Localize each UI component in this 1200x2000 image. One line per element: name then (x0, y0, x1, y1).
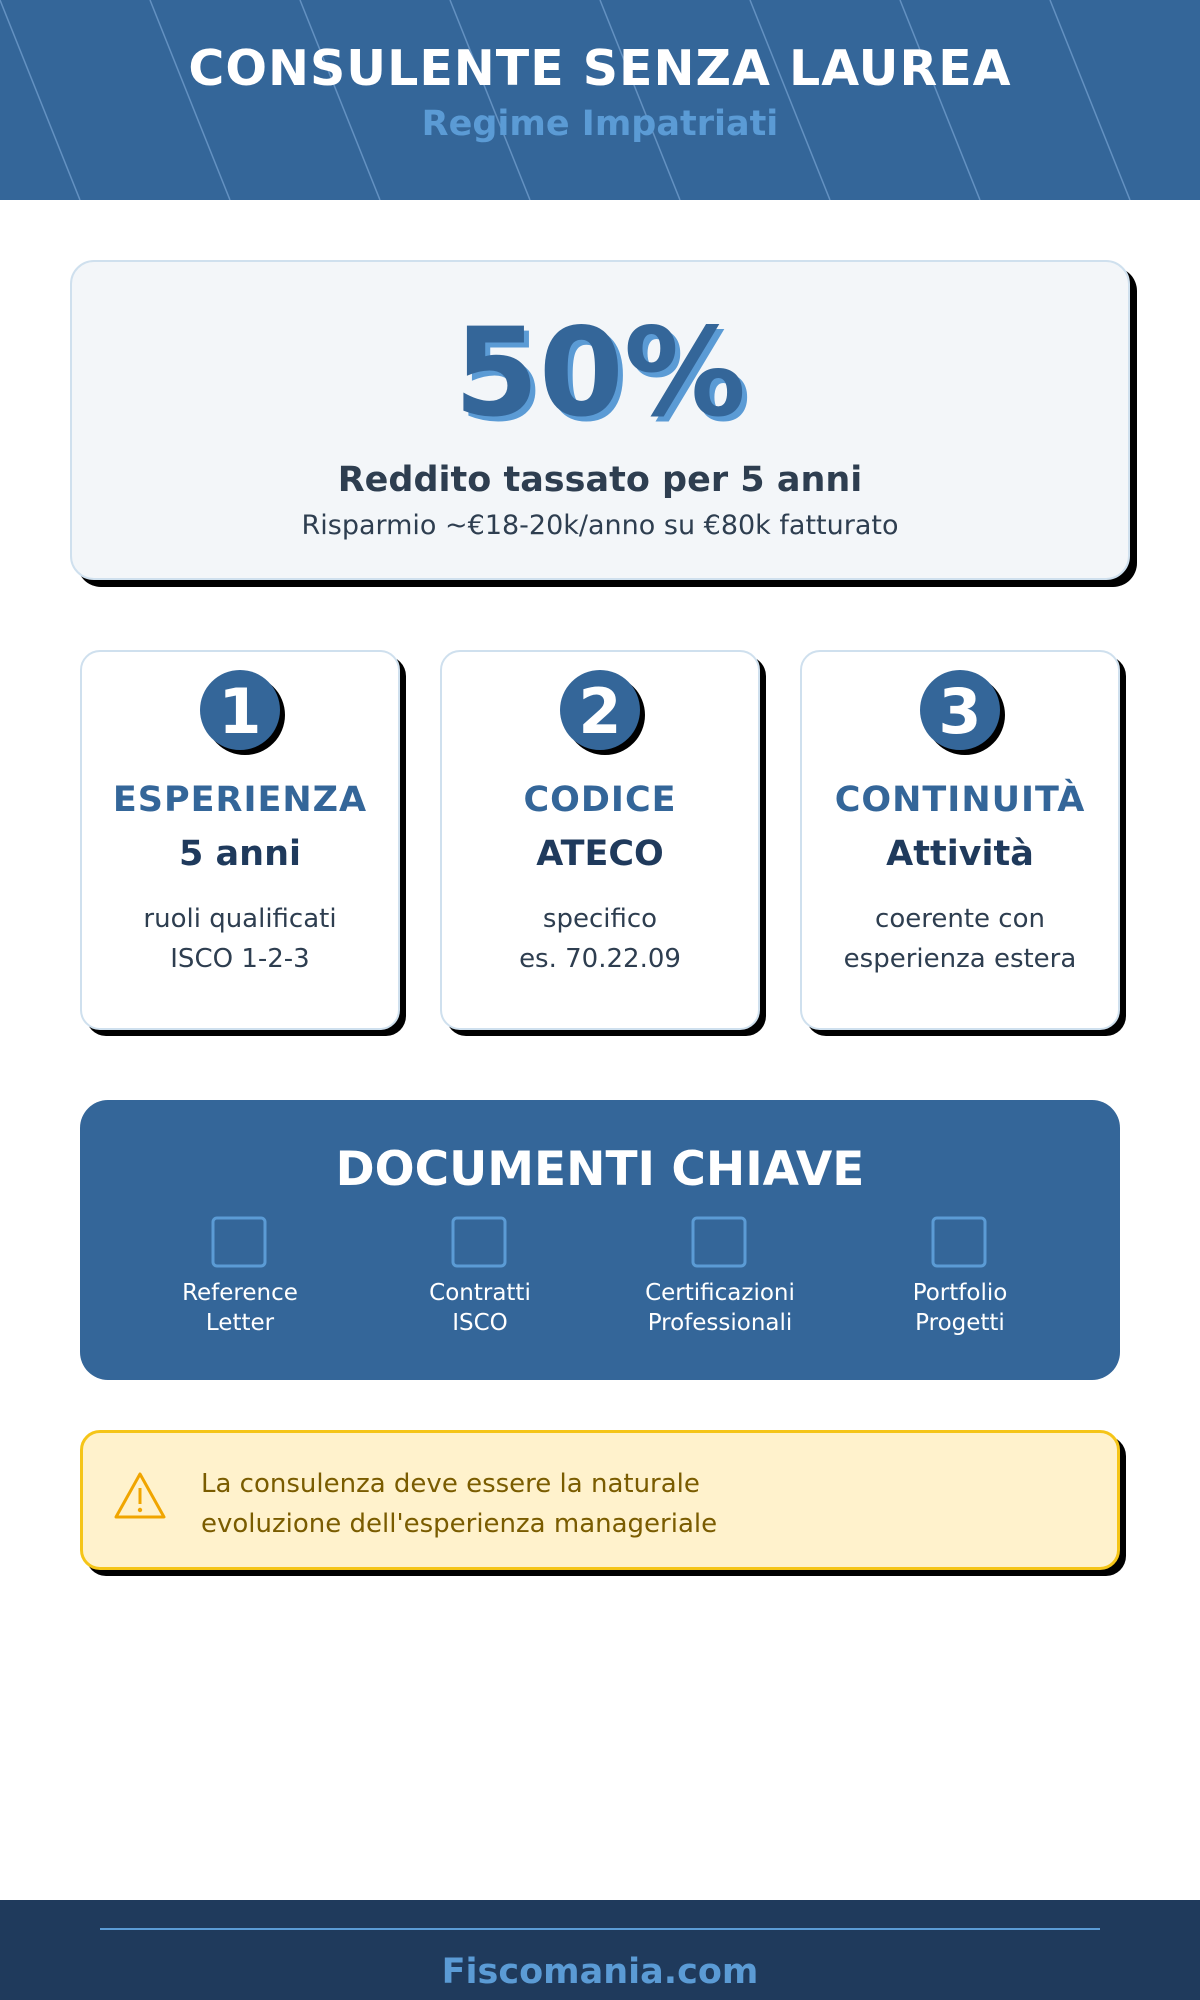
warning-icon (113, 1471, 167, 1521)
card-value: Attività (886, 834, 1034, 874)
document-icon (690, 1215, 748, 1269)
document-label-line1: Reference (182, 1280, 298, 1306)
document-icon (930, 1215, 988, 1269)
card-desc-line2: es. 70.22.09 (519, 944, 681, 974)
key-documents-panel (80, 1100, 1120, 1380)
document-icon (210, 1215, 268, 1269)
card-value: 5 anni (179, 834, 301, 874)
card-label: CONTINUITÀ (834, 780, 1086, 820)
document-item-certificazioni (610, 1215, 830, 1345)
requirement-card-continuita (800, 650, 1120, 1030)
document-label-line2: Letter (205, 1310, 275, 1336)
hero-percent: 50% (453, 302, 746, 444)
card-desc-line1: specifico (542, 904, 658, 934)
document-label-line2: Professionali (647, 1310, 793, 1336)
document-label-line2: Progetti (915, 1310, 1005, 1336)
footer-divider (100, 1928, 1100, 1930)
hero-card (70, 260, 1130, 580)
card-desc-line2: esperienza estera (843, 944, 1077, 974)
hero-subline: Risparmio ~€18-20k/anno su €80k fatturato (301, 510, 899, 541)
warning-text-line1: La consulenza deve essere la naturale (201, 1469, 700, 1499)
card-desc-line2: ISCO 1-2-3 (170, 944, 310, 974)
step-number-badge: 2 (560, 670, 640, 750)
step-number-badge: 1 (200, 670, 280, 750)
warning-box (80, 1430, 1120, 1570)
card-desc-line1: ruoli qualificati (143, 904, 337, 934)
document-icon (450, 1215, 508, 1269)
header-stripes (0, 0, 1200, 200)
card-desc-line1: coerente con (875, 904, 1045, 934)
requirement-card-esperienza (80, 650, 400, 1030)
document-label-line1: Certificazioni (645, 1280, 795, 1306)
card-label: CODICE (523, 780, 677, 820)
document-label-line2: ISCO (452, 1310, 508, 1336)
requirement-card-codice (440, 650, 760, 1030)
header (0, 0, 1200, 200)
page-subtitle: Regime Impatriati (421, 104, 779, 144)
footer (0, 1900, 1200, 2000)
document-item-contratti (370, 1215, 590, 1345)
document-label-line1: Portfolio (912, 1280, 1008, 1306)
card-label: ESPERIENZA (112, 780, 368, 820)
step-number-badge: 3 (920, 670, 1000, 750)
warning-text-line2: evoluzione dell'esperienza manageriale (201, 1509, 718, 1539)
document-item-reference-letter (130, 1215, 350, 1345)
footer-brand: Fiscomania.com (441, 1952, 759, 1992)
document-item-portfolio (850, 1215, 1070, 1345)
documents-title: DOCUMENTI CHIAVE (335, 1142, 865, 1197)
card-value: ATECO (536, 834, 664, 874)
page-title: CONSULENTE SENZA LAUREA (188, 40, 1012, 97)
hero-headline: Reddito tassato per 5 anni (337, 460, 863, 500)
document-label-line1: Contratti (429, 1280, 531, 1306)
